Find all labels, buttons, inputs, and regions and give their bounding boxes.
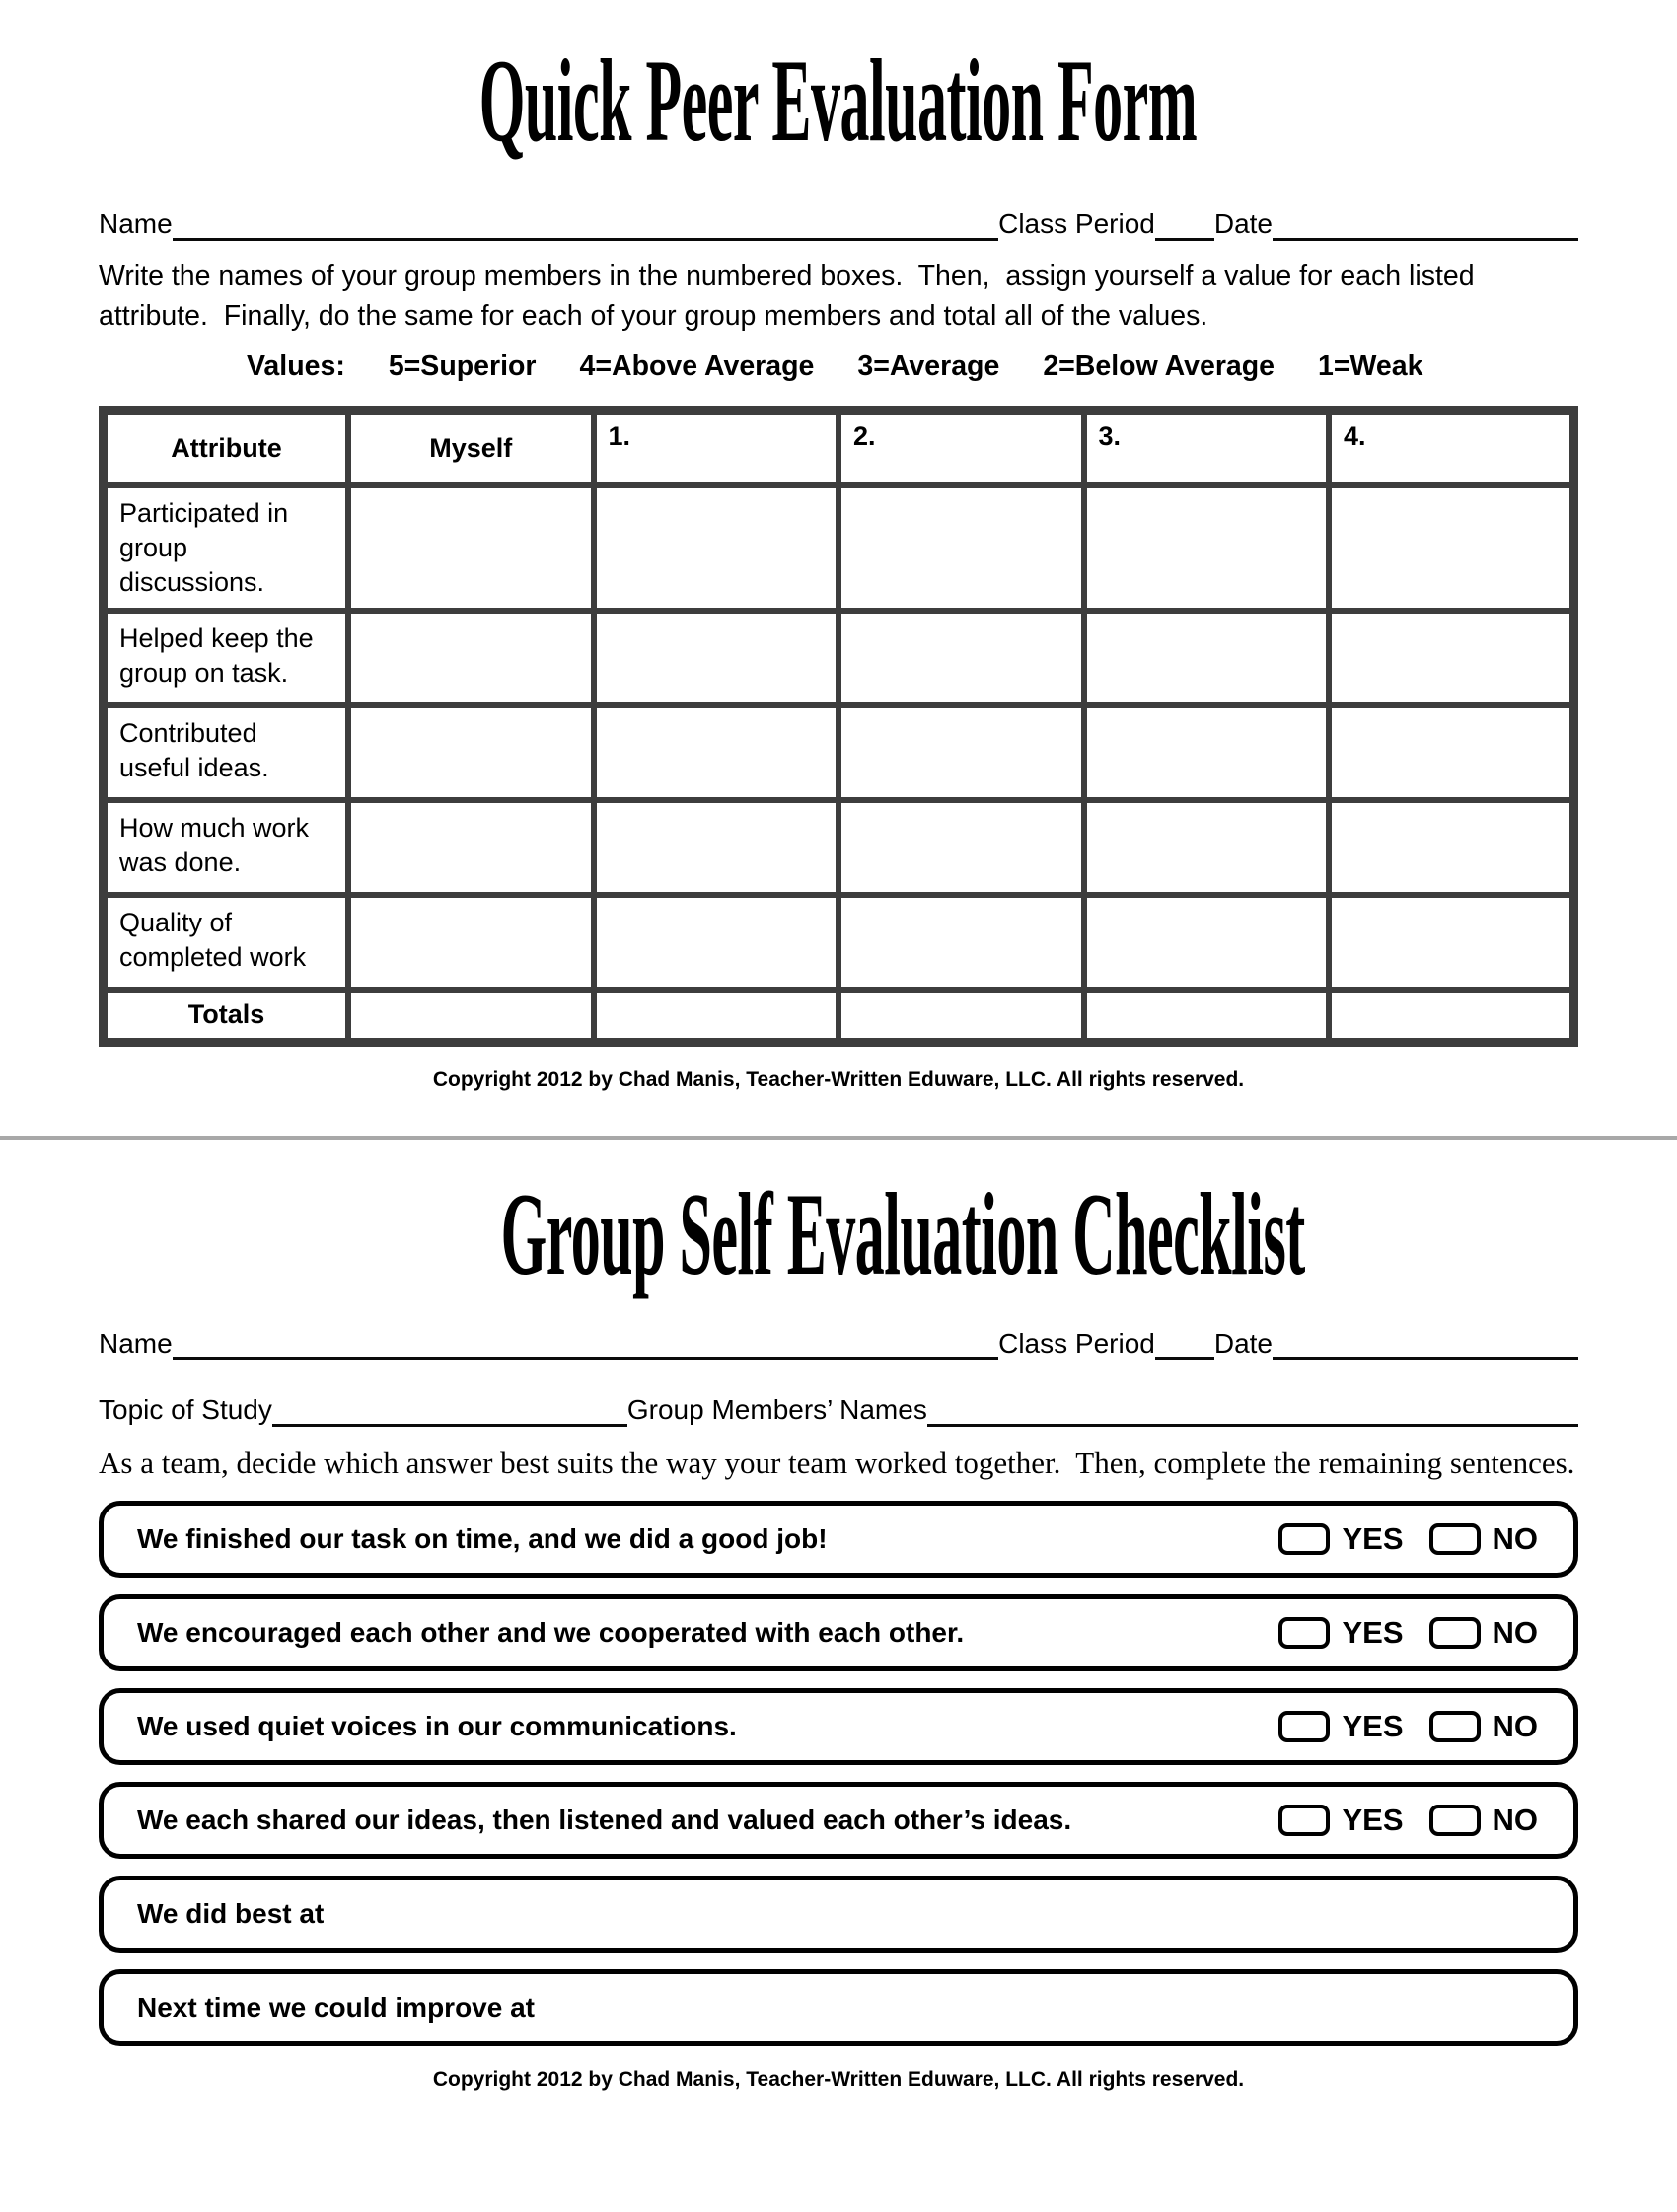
values-legend bbox=[99, 350, 1578, 383]
date-label: Date bbox=[1213, 1327, 1273, 1359]
checklist-item-open[interactable] bbox=[99, 1876, 1578, 1953]
form-instructions: As a team, decide which answer best suits the way your team worked together. Then, complete the remaining sentences. bbox=[99, 1445, 1575, 1480]
name-row bbox=[99, 1327, 1578, 1361]
no-label: NO bbox=[1492, 1802, 1538, 1837]
score-cell[interactable] bbox=[838, 485, 1084, 611]
score-cell[interactable] bbox=[348, 800, 594, 895]
total-cell[interactable] bbox=[348, 990, 594, 1043]
score-cell[interactable] bbox=[838, 611, 1084, 705]
checklist-statement: We finished our task on time, and we did a good job! bbox=[137, 1522, 828, 1554]
attribute-label: Quality of completed work bbox=[104, 895, 349, 990]
group-members-label: Group Members’ Names bbox=[626, 1394, 927, 1426]
name-input-line[interactable] bbox=[173, 1327, 998, 1360]
name-label: Name bbox=[99, 1327, 173, 1359]
no-checkbox[interactable] bbox=[1429, 1617, 1481, 1649]
page-title bbox=[99, 1167, 1578, 1301]
score-cell[interactable] bbox=[1084, 485, 1330, 611]
table-row bbox=[104, 611, 1574, 705]
peer-evaluation-form bbox=[0, 35, 1677, 1092]
checklist-statement: We encouraged each other and we cooperated with each other. bbox=[137, 1616, 965, 1648]
yes-no-group bbox=[1278, 1615, 1573, 1651]
attribute-label: Contributed useful ideas. bbox=[104, 705, 349, 800]
yes-label: YES bbox=[1342, 1614, 1404, 1650]
score-cell[interactable] bbox=[1084, 895, 1330, 990]
yes-label: YES bbox=[1342, 1520, 1404, 1556]
score-cell[interactable] bbox=[594, 705, 839, 800]
total-cell[interactable] bbox=[1084, 990, 1330, 1043]
yes-checkbox[interactable] bbox=[1278, 1805, 1330, 1836]
values-legend-item: 4=Above Average bbox=[579, 349, 815, 382]
date-input-line[interactable] bbox=[1273, 208, 1578, 241]
total-cell[interactable] bbox=[594, 990, 839, 1043]
topic-input-line[interactable] bbox=[272, 1394, 627, 1427]
score-cell[interactable] bbox=[594, 895, 839, 990]
evaluation-table bbox=[99, 406, 1578, 1047]
checklist-item bbox=[99, 1782, 1578, 1859]
checklist-item bbox=[99, 1501, 1578, 1578]
col-header-member-4[interactable]: 4. bbox=[1329, 410, 1574, 485]
score-cell[interactable] bbox=[1084, 611, 1330, 705]
col-header-myself: Myself bbox=[348, 410, 594, 485]
score-cell[interactable] bbox=[594, 611, 839, 705]
name-label: Name bbox=[99, 208, 173, 239]
copyright-notice: Copyright 2012 by Chad Manis, Teacher-Written Eduware, LLC. All rights reserved. bbox=[432, 1068, 1245, 1091]
group-members-input-line[interactable] bbox=[927, 1394, 1578, 1427]
page-title bbox=[99, 35, 1578, 168]
copyright-notice: Copyright 2012 by Chad Manis, Teacher-Written Eduware, LLC. All rights reserved. bbox=[432, 2067, 1245, 2091]
score-cell[interactable] bbox=[594, 800, 839, 895]
values-legend-item: 3=Average bbox=[857, 349, 1000, 382]
score-cell[interactable] bbox=[1084, 705, 1330, 800]
total-cell[interactable] bbox=[1329, 990, 1574, 1043]
yes-no-group bbox=[1278, 1521, 1573, 1557]
date-label: Date bbox=[1213, 208, 1273, 239]
total-cell[interactable] bbox=[838, 990, 1084, 1043]
no-label: NO bbox=[1492, 1614, 1538, 1650]
values-legend-item: 2=Below Average bbox=[1043, 349, 1276, 382]
topic-row bbox=[99, 1393, 1578, 1427]
table-row bbox=[104, 800, 1574, 895]
checklist-statement: We used quiet voices in our communications. bbox=[137, 1710, 737, 1741]
no-checkbox[interactable] bbox=[1429, 1805, 1481, 1836]
values-legend-label: Values: bbox=[247, 349, 345, 382]
yes-label: YES bbox=[1342, 1708, 1404, 1743]
score-cell[interactable] bbox=[838, 800, 1084, 895]
score-cell[interactable] bbox=[594, 485, 839, 611]
checklist-statement: We each shared our ideas, then listened and valued each other’s ideas. bbox=[137, 1804, 1072, 1835]
score-cell[interactable] bbox=[348, 485, 594, 611]
class-period-input-line[interactable] bbox=[1155, 1327, 1214, 1360]
score-cell[interactable] bbox=[348, 895, 594, 990]
no-label: NO bbox=[1492, 1520, 1538, 1556]
section-divider bbox=[0, 1136, 1677, 1140]
topic-of-study-label: Topic of Study bbox=[99, 1394, 272, 1426]
col-header-member-1[interactable]: 1. bbox=[594, 410, 839, 485]
checklist-item bbox=[99, 1594, 1578, 1671]
col-header-member-3[interactable]: 3. bbox=[1084, 410, 1330, 485]
form-instructions: Write the names of your group members in the numbered boxes. Then, assign yourself a value for each listed attribute. Finally, do the same for each of your group members and total all of the values. bbox=[99, 259, 1483, 332]
table-row bbox=[104, 705, 1574, 800]
attribute-label: Helped keep the group on task. bbox=[104, 611, 349, 705]
table-row bbox=[104, 485, 1574, 611]
score-cell[interactable] bbox=[1084, 800, 1330, 895]
totals-label: Totals bbox=[104, 990, 349, 1043]
score-cell[interactable] bbox=[1329, 611, 1574, 705]
yes-checkbox[interactable] bbox=[1278, 1711, 1330, 1742]
col-header-member-2[interactable]: 2. bbox=[838, 410, 1084, 485]
yes-no-group bbox=[1278, 1803, 1573, 1838]
attribute-label: Participated in group discussions. bbox=[104, 485, 349, 611]
score-cell[interactable] bbox=[1329, 705, 1574, 800]
attribute-label: How much work was done. bbox=[104, 800, 349, 895]
checklist-item-open[interactable] bbox=[99, 1969, 1578, 2046]
values-legend-item: 1=Weak bbox=[1318, 349, 1423, 382]
col-header-attribute: Attribute bbox=[104, 410, 349, 485]
totals-row bbox=[104, 990, 1574, 1043]
table-header-row bbox=[104, 410, 1574, 485]
date-input-line[interactable] bbox=[1273, 1327, 1578, 1360]
table-row bbox=[104, 895, 1574, 990]
no-label: NO bbox=[1492, 1708, 1538, 1743]
score-cell[interactable] bbox=[1329, 800, 1574, 895]
score-cell[interactable] bbox=[348, 611, 594, 705]
checklist-statement: Next time we could improve at bbox=[137, 1991, 535, 2023]
name-input-line[interactable] bbox=[173, 208, 998, 241]
group-self-evaluation-checklist bbox=[0, 1167, 1677, 2092]
score-cell[interactable] bbox=[838, 895, 1084, 990]
no-checkbox[interactable] bbox=[1429, 1711, 1481, 1742]
score-cell[interactable] bbox=[1329, 895, 1574, 990]
score-cell[interactable] bbox=[838, 705, 1084, 800]
class-period-label: Class Period bbox=[998, 208, 1155, 239]
yes-checkbox[interactable] bbox=[1278, 1523, 1330, 1555]
class-period-input-line[interactable] bbox=[1155, 208, 1214, 241]
no-checkbox[interactable] bbox=[1429, 1523, 1481, 1555]
name-row bbox=[99, 207, 1578, 241]
yes-checkbox[interactable] bbox=[1278, 1617, 1330, 1649]
yes-label: YES bbox=[1342, 1802, 1404, 1837]
score-cell[interactable] bbox=[1329, 485, 1574, 611]
page-title-text: Group Self Evaluation Checklist bbox=[500, 1167, 1305, 1299]
yes-no-group bbox=[1278, 1709, 1573, 1744]
checklist-item bbox=[99, 1688, 1578, 1765]
score-cell[interactable] bbox=[348, 705, 594, 800]
class-period-label: Class Period bbox=[998, 1327, 1155, 1359]
page-title-text: Quick Peer Evaluation Form bbox=[479, 35, 1198, 166]
values-legend-item: 5=Superior bbox=[388, 349, 537, 382]
checklist-statement: We did best at bbox=[137, 1897, 325, 1929]
